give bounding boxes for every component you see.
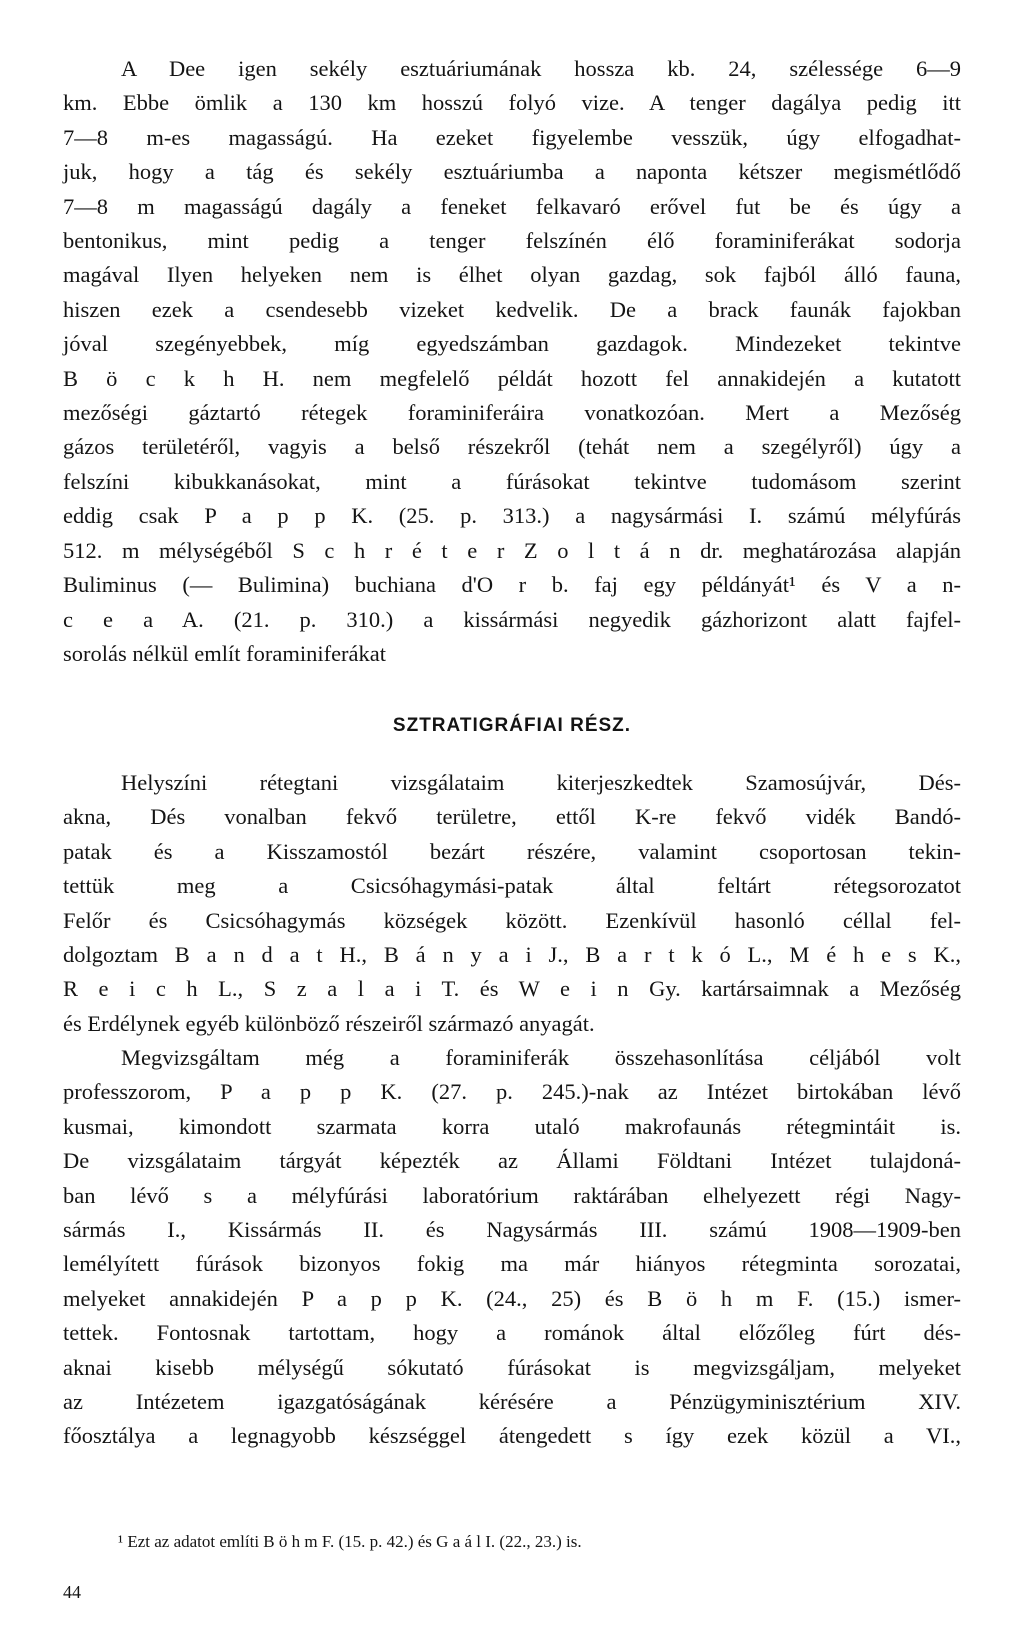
text-line: sorolás nélkül említ foraminiferákat <box>63 640 387 666</box>
text-line: dolgoztam B a n d a t H., B á n y a i J., B a r t k ó L., M é h e s K., <box>63 942 961 968</box>
text-line: jóval szegényebbek, míg egyedszámban gazdagok. Mindezeket tekintve <box>63 331 961 357</box>
text-line: 7—8 m magasságú dagály a feneket felkavaró erővel fut be és úgy a <box>63 193 961 219</box>
paragraph-2 <box>63 766 961 1041</box>
text-line: felszíni kibukkanásokat, mint a fúrásokat tekintve tudomásom szerint <box>63 468 961 494</box>
page-number: 44 <box>63 1582 81 1602</box>
text-line: és Erdélynek egyéb különböző részeiről származó anyagát. <box>63 1010 595 1036</box>
text-line: magával Ilyen helyeken nem is élhet olyan gazdag, sok fajból álló fauna, <box>63 262 961 288</box>
text-line: mezőségi gáztartó rétegek foraminiferáira vonatkozóan. Mert a Mezőség <box>63 400 961 426</box>
paragraph-1 <box>63 52 961 671</box>
text-line: eddig csak P a p p K. (25. p. 313.) a nagysármási I. számú mélyfúrás <box>63 503 961 529</box>
text-line: B ö c k h H. nem megfelelő példát hozott fel annakidején a kutatott <box>63 365 961 391</box>
text-line: főosztálya a legnagyobb készséggel átengedett s így ezek közül a VI., <box>63 1423 961 1449</box>
text-line: 7—8 m-es magasságú. Ha ezeket figyelembe vesszük, úgy elfogadhat- <box>63 124 961 150</box>
text-line: sármás I., Kissármás II. és Nagysármás III. számú 1908—1909-ben <box>63 1217 961 1243</box>
text-line: tettek. Fontosnak tartottam, hogy a románok által előzőleg fúrt dés- <box>63 1320 961 1346</box>
section-heading: SZTRATIGRÁFIAI RÉSZ. <box>392 715 632 736</box>
text-line: tettük meg a Csicsóhagymási-patak által feltárt rétegsorozatot <box>63 873 961 899</box>
text-line: hiszen ezek a csendesebb vizeket kedvelik. De a brack faunák fajokban <box>63 296 961 322</box>
text-line: km. Ebbe ömlik a 130 km hosszú folyó vize. A tenger dagálya pedig itt <box>63 90 961 116</box>
text-line: R e i c h L., S z a l a i T. és W e i n Gy. kartársaimnak a Mezőség <box>63 976 961 1002</box>
text-line: Felőr és Csicsóhagymás községek között. Ezenkívül hasonló céllal fel- <box>63 907 961 933</box>
paragraph-3 <box>63 1041 961 1454</box>
text-line: lemélyített fúrások bizonyos fokig ma már hiányos rétegminta sorozatai, <box>63 1251 961 1277</box>
text-line: Megvizsgáltam még a foraminiferák összehasonlítása céljából volt <box>121 1045 961 1070</box>
text-line: professzorom, P a p p K. (27. p. 245.)-nak az Intézet birtokában lévő <box>63 1079 961 1105</box>
text-line: 512. m mélységéből S c h r é t e r Z o l t á n dr. meghatározása alapján <box>63 537 961 563</box>
text-line: bentonikus, mint pedig a tenger felszínén élő foraminiferákat sodorja <box>63 228 961 254</box>
text-line: ban lévő s a mélyfúrási laboratórium raktárában elhelyezett régi Nagy- <box>63 1182 961 1208</box>
text-line: A Dee igen sekély esztuáriumának hossza kb. 24, szélessége 6—9 <box>121 56 961 81</box>
text-line: c e a A. (21. p. 310.) a kissármási negyedik gázhorizont alatt fajfel- <box>63 606 961 632</box>
text-line: gázos területéről, vagyis a belső részekről (tehát nem a szegélyről) úgy a <box>63 434 961 460</box>
text-line: De vizsgálataim tárgyát képezték az Állami Földtani Intézet tulajdoná- <box>63 1148 961 1174</box>
text-line: juk, hogy a tág és sekély esztuáriumba a naponta kétszer megismétlődő <box>63 159 961 185</box>
text-line: kusmai, kimondott szarmata korra utaló makrofaunás rétegmintáit is. <box>63 1113 961 1139</box>
footnote: ¹ Ezt az adatot említi B ö h m F. (15. p. 42.) és G a á l I. (22., 23.) is. <box>118 1532 582 1551</box>
text-line: akna, Dés vonalban fekvő területre, ettől K-re fekvő vidék Bandó- <box>63 804 961 830</box>
text-line: aknai kisebb mélységű sókutató fúrásokat is megvizsgáljam, melyeket <box>63 1354 961 1380</box>
text-line: Buliminus (— Bulimina) buchiana d'O r b. faj egy példányát¹ és V a n- <box>63 572 961 598</box>
text-line: Helyszíni rétegtani vizsgálataim kiterjeszkedtek Szamosújvár, Dés- <box>121 770 961 795</box>
text-line: patak és a Kisszamostól bezárt részére, valamint csoportosan tekin- <box>63 838 961 864</box>
text-line: az Intézetem igazgatóságának kérésére a Pénzügyminisztérium XIV. <box>63 1389 961 1415</box>
text-line: melyeket annakidején P a p p K. (24., 25) és B ö h m F. (15.) ismer- <box>63 1285 961 1311</box>
